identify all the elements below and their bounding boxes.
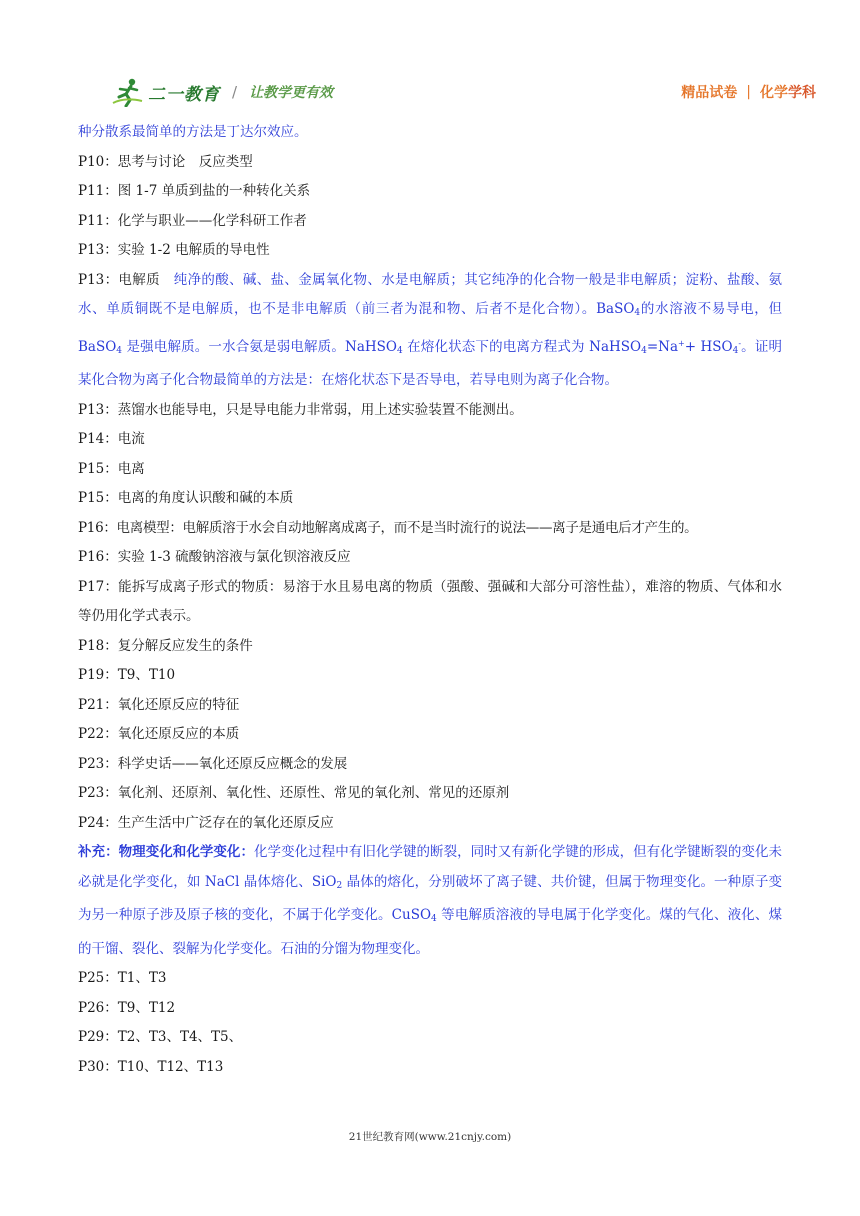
text-line: P13：实验 1-2 电解质的导电性 xyxy=(78,242,270,258)
text-line: P16：电离模型：电解质溶于水会自动地解离成离子，而不是当时流行的说法——离子是通电后才产生的。 xyxy=(78,519,698,536)
page-header xyxy=(0,70,860,114)
text-line: P10：思考与讨论 反应类型 xyxy=(78,153,253,170)
text-line: P14：电流 xyxy=(78,431,145,447)
electrolyte-text xyxy=(78,272,782,389)
text-line: P15：电离 xyxy=(78,460,145,477)
text-line: P13：蒸馏水也能导电，只是导电能力非常弱，用上述实验装置不能测出。 xyxy=(78,401,523,418)
electrolyte-paragraph xyxy=(78,266,782,396)
header-label-subject: 化学 xyxy=(760,85,788,101)
logo-divider: / xyxy=(232,83,238,101)
text-segment: 。证明某化合物为离子化合物最简单的方法是：在熔化状态下是否导电，若导电则为离子化合物。 xyxy=(78,338,782,388)
text-segment: =Na xyxy=(646,338,679,355)
brand-logo xyxy=(110,76,333,108)
subscript: 2 xyxy=(336,880,343,891)
text-segment: 化学变化过程中有旧化学键的断裂，同时又有新化学键的形成，但有化学键断裂的变化未必就是化学变化，如 NaCl 晶体熔化、SiO xyxy=(78,844,783,890)
text-line: P16：实验 1-3 硫酸钠溶液与氯化钡溶液反应 xyxy=(78,549,351,565)
text-segment: 等电解质溶液的导电属于化学变化。煤的气化、液化、煤的干馏、裂化、裂解为化学变化。石油的分馏为物理变化。 xyxy=(78,907,782,957)
subscript: 4 xyxy=(641,345,647,356)
logo-slogan: 让教学更有效 xyxy=(249,85,334,101)
supplement-label: 补充：物理变化和化学变化： xyxy=(78,844,255,860)
text-line: P18：复分解反应发生的条件 xyxy=(78,637,253,654)
text-line: P11：图 1-7 单质到盐的一种转化关系 xyxy=(78,183,311,199)
text-segment: 在熔化状态下的电离方程式为 NaHSO xyxy=(402,338,642,355)
supplement-paragraph xyxy=(78,838,782,964)
text-segment: 晶体的熔化，分别破坏了离子键、共价键，但属于物理变化。一种原子变为另一种原子涉及原子核的变化，不属于化学变化。CuSO xyxy=(78,873,782,923)
superscript: + xyxy=(678,338,685,348)
subscript: 4 xyxy=(396,345,403,356)
paragraph-label: P13：电解质 xyxy=(78,271,174,288)
header-label-premium: 精品试卷 xyxy=(681,85,738,101)
text-line: P23：氧化剂、还原剂、氧化性、还原性、常见的氧化剂、常见的还原剂 xyxy=(78,785,510,801)
subscript: 4 xyxy=(431,914,437,924)
subscript: 4 xyxy=(116,345,123,356)
text-line: P25：T1、T3 xyxy=(78,970,167,986)
subscript: 4 xyxy=(634,308,641,318)
document-body xyxy=(78,118,782,1082)
text-line: P23：科学史话——氧化还原反应概念的发展 xyxy=(78,755,348,772)
page-footer: 21世纪教育网(www.21cnjy.com) xyxy=(348,1131,512,1143)
header-subject xyxy=(681,82,816,102)
subscript: 4 xyxy=(732,345,739,356)
superscript: - xyxy=(738,338,742,348)
text-line: P30：T10、T12、T13 xyxy=(78,1058,224,1075)
text-segment: 是强电解质。一水合氨是弱电解质。NaHSO xyxy=(122,338,397,355)
text-segment: + HSO xyxy=(684,338,733,355)
logo-text: 二一教育 xyxy=(148,84,220,105)
text-line: P17：能拆写成离子形式的物质：易溶于水且易电离的物质（强酸、强碱和大部分可溶性盐），难溶的物质、气体和水等仍用化学式表示。 xyxy=(78,578,782,624)
text-line: P26：T9、T12 xyxy=(78,999,176,1016)
running-figure-icon xyxy=(110,77,144,107)
header-separator: | xyxy=(746,84,751,100)
text-line: P19：T9、T10 xyxy=(78,667,176,683)
text-line: 种分散系最简单的方法是丁达尔效应。 xyxy=(78,124,308,140)
header-label-subject-suffix: 学科 xyxy=(788,85,816,101)
text-line: P21：氧化还原反应的特征 xyxy=(78,696,240,713)
text-line: P29：T2、T3、T4、T5、 xyxy=(78,1029,243,1045)
text-line: P24：生产生活中广泛存在的氧化还原反应 xyxy=(78,814,334,831)
text-segment: 纯净的酸、碱、盐、金属氧化物、水是电解质；其它纯净的化合物一般是非电解质；淀粉、盐酸、氨水、单质铜既不是电解质，也不是非电解质（前三者为混和物、后者不是化合物）。BaSO xyxy=(78,271,782,317)
text-line: P15：电离的角度认识酸和碱的本质 xyxy=(78,490,294,506)
text-line: P22：氧化还原反应的本质 xyxy=(78,726,240,742)
text-line: P11：化学与职业——化学科研工作者 xyxy=(78,212,307,229)
text-segment: 的水溶液不易导电，但 BaSO xyxy=(78,301,782,355)
